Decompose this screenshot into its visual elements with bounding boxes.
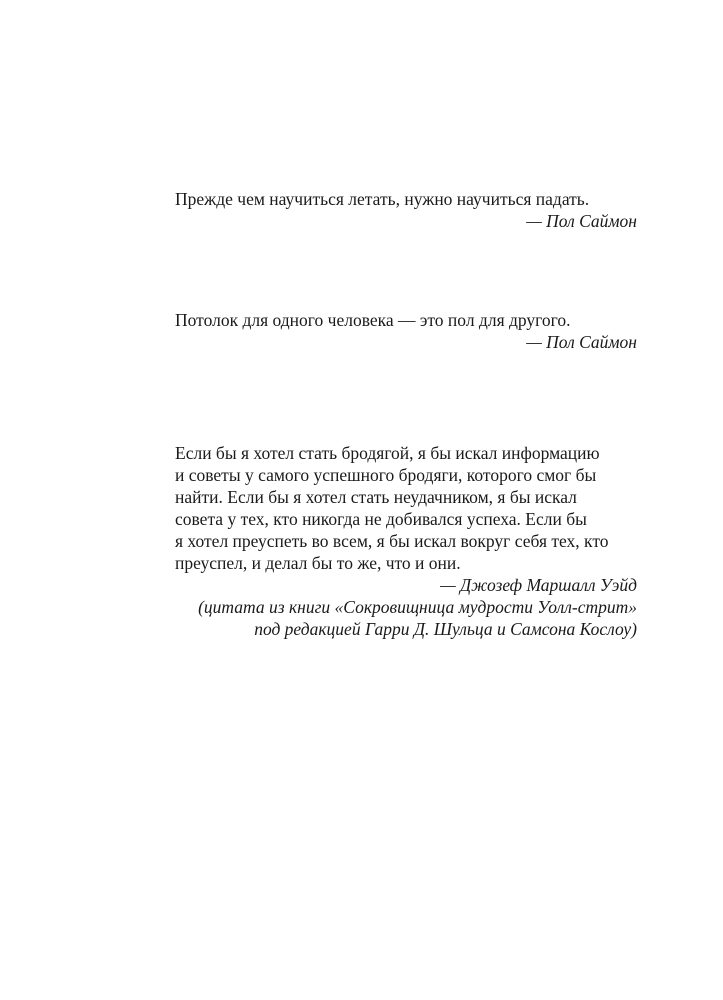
quote-line: Если бы я хотел стать бродягой, я бы искал информацию (175, 443, 600, 463)
quote-line: я хотел преуспеть во всем, я бы искал вокруг себя тех, кто (175, 531, 609, 551)
epigraph-1 (175, 188, 637, 232)
quote-source: под редакцией Гарри Д. Шульца и Самсона Кослоу) (254, 619, 637, 639)
quote-line: Прежде чем научиться летать, нужно научиться падать. (175, 189, 590, 209)
quote-line: преуспел, и делал бы то же, что и они. (175, 553, 461, 573)
quote-attribution: — Пол Саймон (526, 211, 637, 231)
quote-attribution: — Пол Саймон (526, 332, 637, 352)
quote-source: (цитата из книги «Сокровищница мудрости Уолл-стрит» (198, 597, 637, 617)
quote-attribution: — Джозеф Маршалл Уэйд (440, 575, 637, 595)
epigraph-2 (175, 309, 637, 353)
quote-line: и советы у самого успешного бродяги, которого смог бы (175, 465, 597, 485)
epigraph-3 (175, 442, 637, 640)
quote-line: совета у тех, кто никогда не добивался успеха. Если бы (175, 509, 587, 529)
quote-line: Потолок для одного человека — это пол для другого. (175, 310, 571, 330)
quote-line: найти. Если бы я хотел стать неудачником, я бы искал (175, 487, 577, 507)
